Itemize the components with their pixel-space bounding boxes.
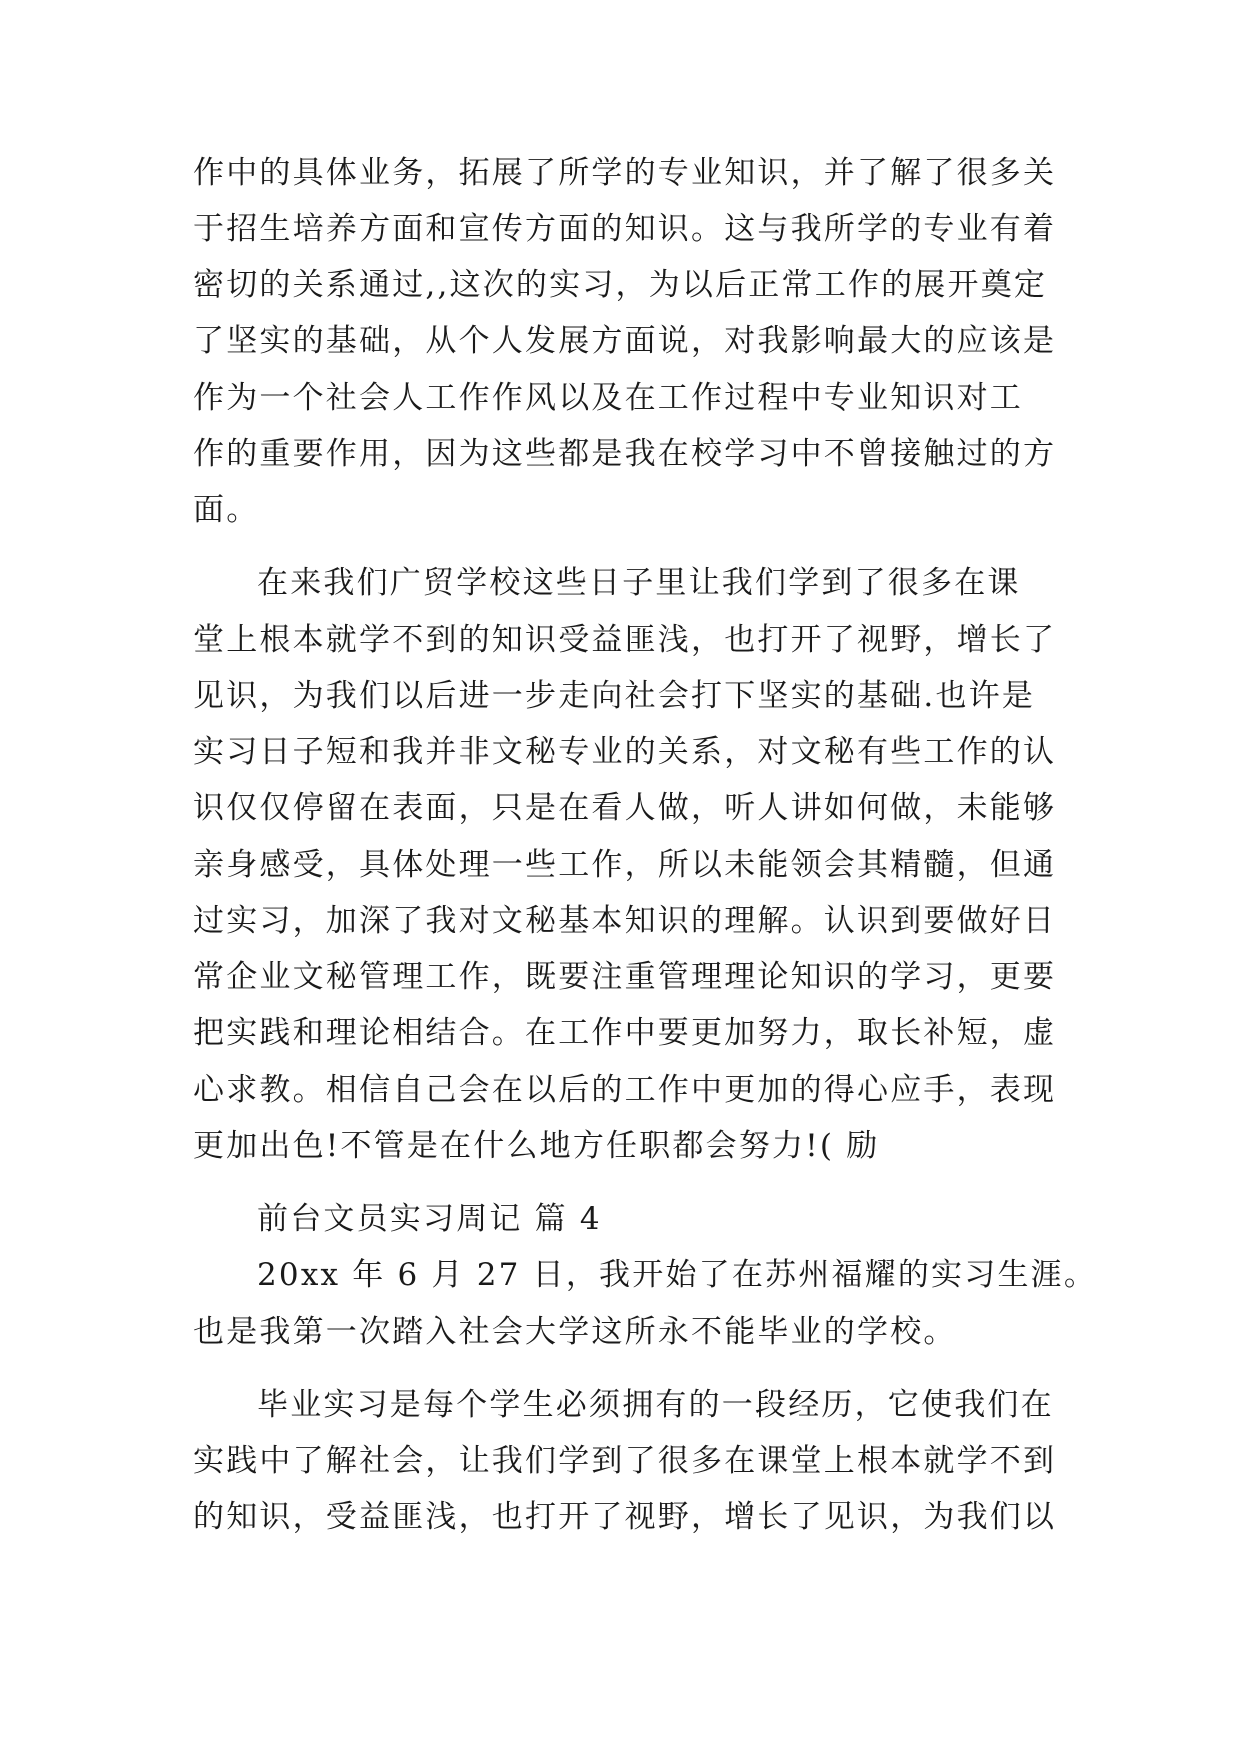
text-line: 实习日子短和我并非文秘专业的关系，对文秘有些工作的认 <box>193 734 1057 770</box>
text-line: 的知识，受益匪浅，也打开了视野，增长了见识，为我们以 <box>193 1499 1057 1535</box>
text-line: 把实践和理论相结合。在工作中要更加努力，取长补短，虚 <box>193 1015 1057 1051</box>
text-line: 也是我第一次踏入社会大学这所永不能毕业的学校。 <box>193 1314 957 1350</box>
text-line: 作中的具体业务，拓展了所学的专业知识，并了解了很多关 <box>193 155 1057 191</box>
text-line: 作为一个社会人工作作风以及在工作过程中专业知识对工 <box>193 380 1023 416</box>
text-line: 密切的关系通过,,这次的实习，为以后正常工作的展开奠定 <box>193 267 1048 303</box>
text-line: 堂上根本就学不到的知识受益匪浅，也打开了视野，增长了 <box>193 622 1057 658</box>
text-line: 面。 <box>193 492 260 528</box>
text-line: 见识，为我们以后进一步走向社会打下坚实的基础.也许是 <box>193 678 1036 714</box>
text-line: 了坚实的基础，从个人发展方面说，对我影响最大的应该是 <box>193 323 1057 359</box>
text-line: 亲身感受，具体处理一些工作，所以未能领会其精髓，但通 <box>193 847 1057 883</box>
text-line: 实践中了解社会，让我们学到了很多在课堂上根本就学不到 <box>193 1443 1057 1479</box>
paragraph-first-line: 在来我们广贸学校这些日子里让我们学到了很多在课 <box>257 565 1021 601</box>
paragraph-first-line: 毕业实习是每个学生必须拥有的一段经历，它使我们在 <box>257 1387 1054 1423</box>
text-line: 常企业文秘管理工作，既要注重管理理论知识的学习，更要 <box>193 959 1057 995</box>
text-line: 识仅仅停留在表面，只是在看人做，听人讲如何做，未能够 <box>193 790 1057 826</box>
text-line: 作的重要作用，因为这些都是我在校学习中不曾接触过的方 <box>193 436 1057 472</box>
text-line: 心求教。相信自己会在以后的工作中更加的得心应手，表现 <box>193 1072 1057 1108</box>
text-line: 于招生培养方面和宣传方面的知识。这与我所学的专业有着 <box>193 211 1057 247</box>
text-line: 更加出色!不管是在什么地方任职都会努力!( 励 <box>193 1128 880 1164</box>
paragraph-first-line: 20xx 年 6 月 27 日，我开始了在苏州福耀的实习生涯。 <box>257 1257 1098 1293</box>
section-heading: 前台文员实习周记 篇 4 <box>257 1201 602 1237</box>
text-line: 过实习，加深了我对文秘基本知识的理解。认识到要做好日 <box>193 903 1057 939</box>
